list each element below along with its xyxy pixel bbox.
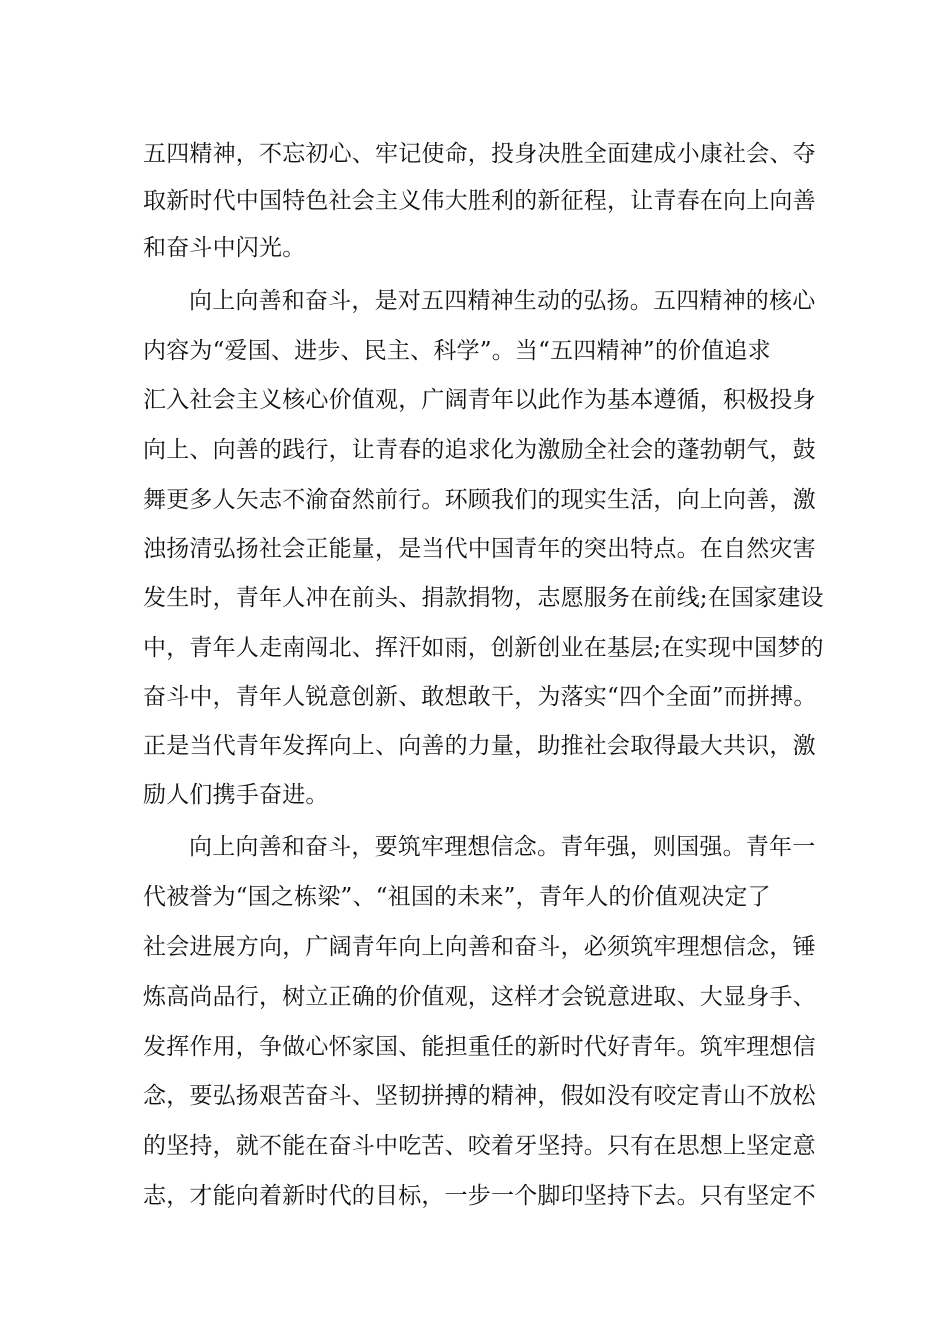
- text-line: 中，青年人走南闯北、挥汗如雨，创新创业在基层;在实现中国梦的: [143, 635, 824, 661]
- text-line: 发生时，青年人冲在前头、捐款捐物，志愿服务在前线;在国家建设: [143, 585, 824, 611]
- text-line: 向上、向善的践行，让青春的追求化为激励全社会的蓬勃朝气，鼓: [143, 437, 816, 463]
- text-line: 和奋斗中闪光。: [143, 235, 306, 261]
- text-line: 发挥作用，争做心怀家国、能担重任的新时代好青年。筑牢理想信: [143, 1034, 816, 1060]
- text-line: 正是当代青年发挥向上、向善的力量，助推社会取得最大共识，激: [143, 733, 816, 759]
- text-line: 奋斗中，青年人锐意创新、敢想敢干，为落实“四个全面”而拼搏。: [143, 684, 817, 710]
- paragraph-first-line: 向上向善和奋斗，要筑牢理想信念。青年强，则国强。青年一: [189, 834, 816, 860]
- text-line: 代被誉为“国之栋梁”、“祖国的未来”，青年人的价值观决定了: [143, 884, 771, 910]
- text-line: 舞更多人矢志不渝奋然前行。环顾我们的现实生活，向上向善，激: [143, 487, 816, 513]
- text-line: 念，要弘扬艰苦奋斗、坚韧拼搏的精神，假如没有咬定青山不放松: [143, 1083, 816, 1109]
- text-line: 的坚持，就不能在奋斗中吃苦、咬着牙坚持。只有在思想上坚定意: [143, 1133, 816, 1159]
- text-line: 取新时代中国特色社会主义伟大胜利的新征程，让青春在向上向善: [143, 188, 816, 214]
- paragraph-first-line: 向上向善和奋斗，是对五四精神生动的弘扬。五四精神的核心: [189, 288, 816, 314]
- text-line: 汇入社会主义核心价值观，广阔青年以此作为基本遵循，积极投身: [143, 387, 816, 413]
- text-line: 五四精神，不忘初心、牢记使命，投身决胜全面建成小康社会、夺: [143, 141, 816, 167]
- text-line: 浊扬清弘扬社会正能量，是当代中国青年的突出特点。在自然灾害: [143, 536, 816, 562]
- text-line: 社会进展方向，广阔青年向上向善和奋斗，必须筑牢理想信念，锤: [143, 934, 816, 960]
- text-line: 炼高尚品行，树立正确的价值观，这样才会锐意进取、大显身手、: [143, 984, 816, 1010]
- text-line: 志，才能向着新时代的目标，一步一个脚印坚持下去。只有坚定不: [143, 1183, 816, 1209]
- text-line: 内容为“爱国、进步、民主、科学”。当“五四精神”的价值追求: [143, 338, 771, 364]
- text-line: 励人们携手奋进。: [143, 782, 329, 808]
